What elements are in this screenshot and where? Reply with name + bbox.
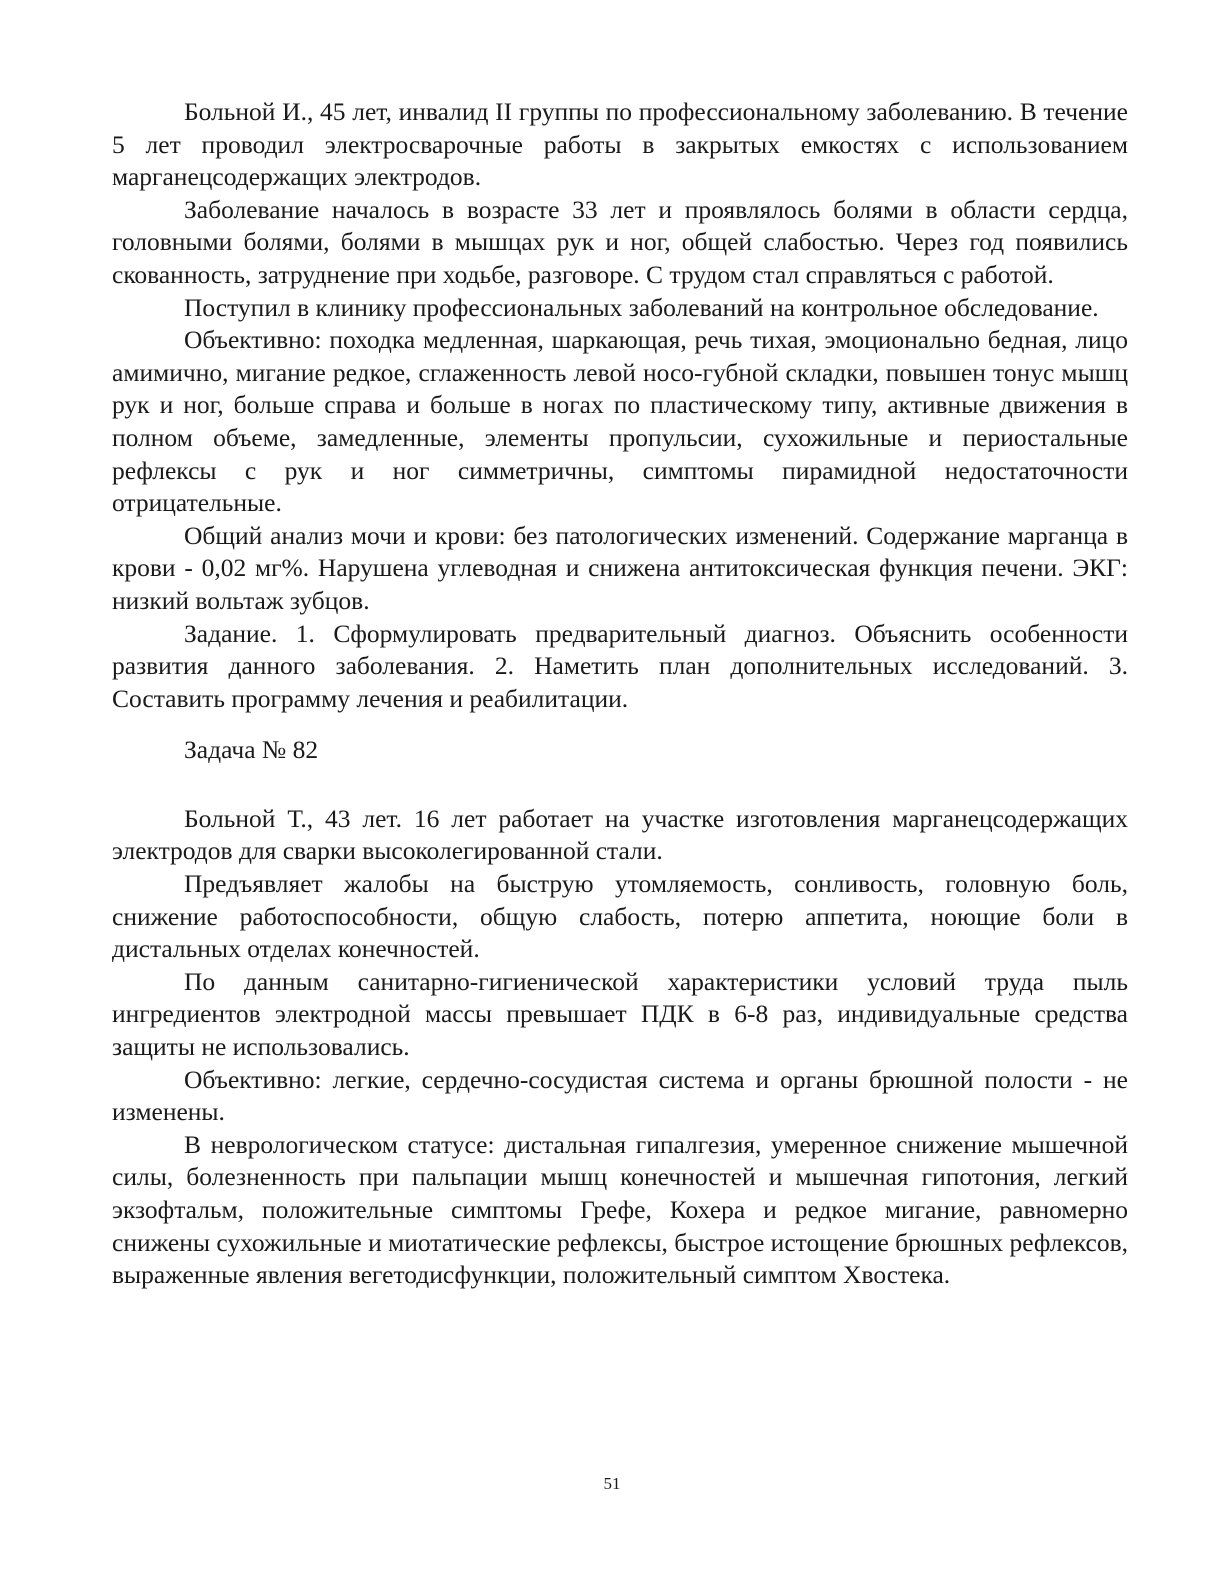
- case-81-paragraph-2: Заболевание началось в возрасте 33 лет и проявлялось болями в области сердца, головными болями, болями в мышцах рук и ног, общей слабостью. Через год появились скованность, затруднение при ходьбе, разговоре. С трудом стал справляться с работой.: [112, 194, 1128, 289]
- case-82-paragraph-3: По данным санитарно-гигиенической характеристики условий труда пыль ингредиентов электродной массы превышает ПДК в 6-8 раз, индивидуальные средства защиты не использовались.: [112, 966, 1128, 1062]
- page-number: 51: [603, 1474, 621, 1493]
- case-81-paragraph-3: Поступил в клинику профессиональных заболеваний на контрольное обследование.: [184, 292, 1099, 322]
- case-82-paragraph-5: В неврологическом статусе: дистальная гипалгезия, умеренное снижение мышечной силы, болезненность при пальпации мышц конечностей и мышечная гипотония, легкий экзофтальм, положительные симптомы Грефе, Кохера и редкое мигание, равномерно снижены сухожильные и миотатические рефлексы, быстрое истощение брюшных рефлексов, выраженные явления вегетодисфункции, положительный симптом Хвостека.: [112, 1129, 1129, 1290]
- case-82-section: [112, 803, 1128, 1292]
- case-82-paragraph-2: Предъявляет жалобы на быструю утомляемость, сонливость, головную боль, снижение работоспособности, общую слабость, потерю аппетита, ноющие боли в дистальных отделах конечностей.: [112, 869, 1128, 964]
- document-page: [112, 96, 1128, 1292]
- case-82-paragraph-4: Объективно: легкие, сердечно-сосудистая система и органы брюшной полости - не изменены.: [112, 1064, 1128, 1127]
- case-81-paragraph-1: Больной И., 45 лет, инвалид II группы по профессиональному заболеванию. В течение 5 лет проводил электросварочные работы в закрытых емкостях с использованием марганецсодержащих электродов.: [112, 97, 1128, 192]
- case-81-paragraph-5: Общий анализ мочи и крови: без патологических изменений. Содержание марганца в крови - 0,02 мг%. Нарушена углеводная и снижена антитоксическая функция печени. ЭКГ: низкий вольтаж зубцов.: [112, 520, 1128, 615]
- case-81-section: [112, 96, 1128, 715]
- case-81-paragraph-4: Объективно: походка медленная, шаркающая, речь тихая, эмоционально бедная, лицо амимично, мигание редкое, сглаженность левой носо-губной складки, повышен тонус мышц рук и ног, больше справа и больше в ногах по пластическому типу, активные движения в полном объеме, замедленные, элементы пропульсии, сухожильные и периостальные рефлексы с рук и ног симметричны, симптомы пирамидной недостаточности отрицательные.: [112, 325, 1128, 518]
- case-82-heading: Задача № 82: [184, 735, 319, 765]
- case-82-paragraph-1: Больной Т., 43 лет. 16 лет работает на участке изготовления марганецсодержащих электродов для сварки высоколегированной стали.: [112, 803, 1128, 866]
- case-81-paragraph-6: Задание. 1. Сформулировать предварительный диагноз. Объяснить особенности развития данного заболевания. 2. Наметить план дополнительных исследований. 3. Составить программу лечения и реабилитации.: [112, 618, 1128, 713]
